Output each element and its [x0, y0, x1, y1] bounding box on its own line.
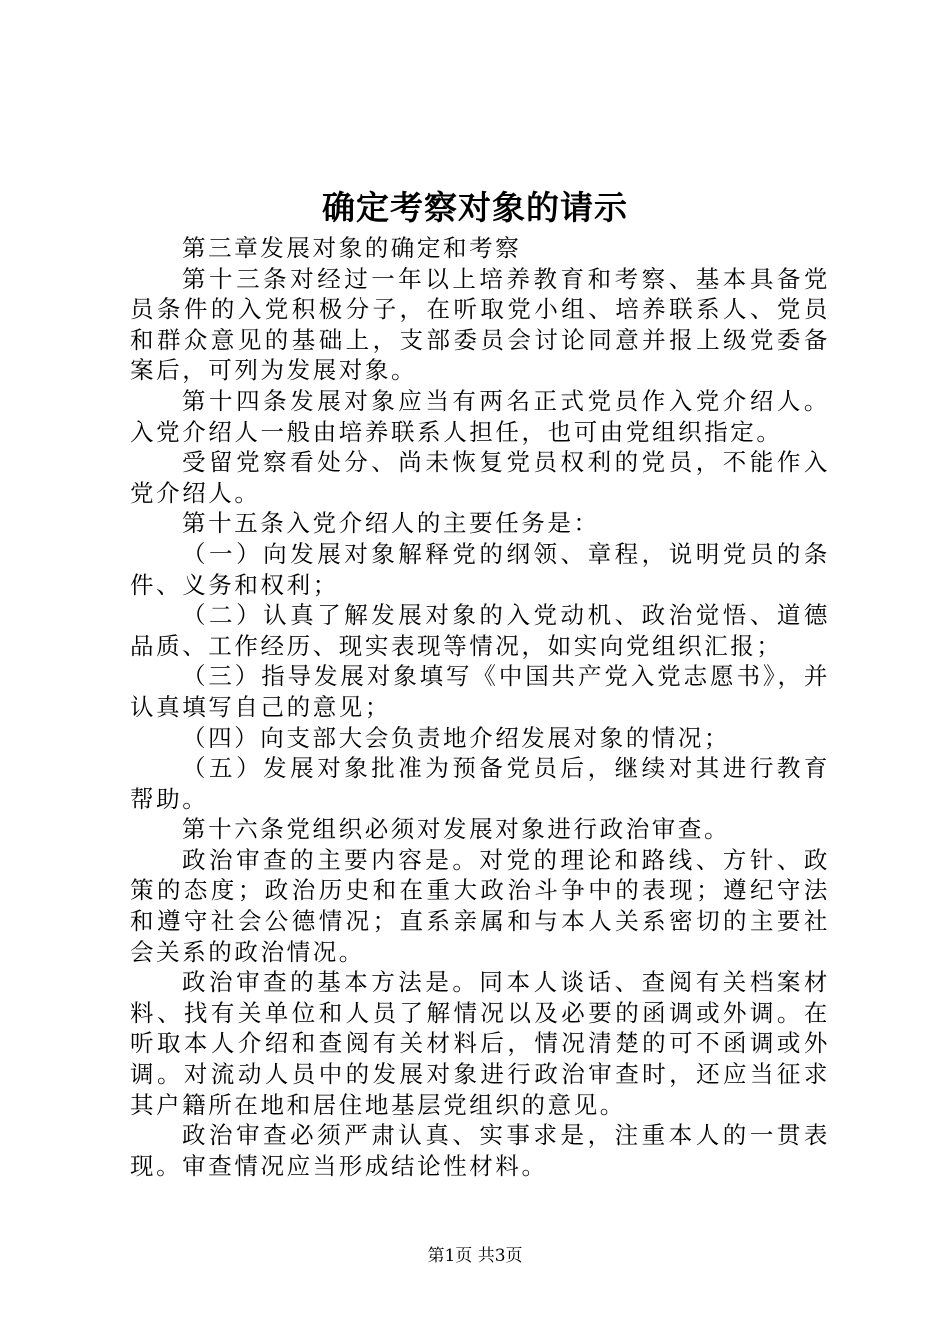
paragraph-chapter-heading: 第三章发展对象的确定和考察 [182, 234, 522, 262]
paragraph-task-3: （三）指导发展对象填写《中国共产党入党志愿书》，并认真填写自己的意见； [130, 662, 830, 721]
paragraph-review-requirement: 政治审查必须严肃认真、实事求是，注重本人的一贯表现。审查情况应当形成结论性材料。 [130, 1121, 830, 1180]
paragraph-task-5: （五）发展对象批准为预备党员后，继续对其进行教育帮助。 [130, 754, 830, 813]
document-title: 确定考察对象的请示 [322, 188, 628, 227]
paragraph-article-14: 第十四条发展对象应当有两名正式党员作入党介绍人。入党介绍人一般由培养联系人担任，也可由党组织指定。 [130, 386, 830, 446]
document-body [130, 233, 830, 1181]
paragraph-task-1: （一）向发展对象解释党的纲领、章程，说明党员的条件、义务和权利； [130, 539, 830, 599]
page-footer: 第1页 共3页 [427, 1246, 523, 1266]
paragraph-article-15: 第十五条入党介绍人的主要任务是： [182, 509, 600, 538]
paragraph-task-4: （四）向支部大会负责地介绍发展对象的情况； [182, 723, 731, 752]
paragraph-task-2: （二）认真了解发展对象的入党动机、政治觉悟、道德品质、工作经历、现实表现等情况，如实向党组织汇报； [130, 601, 830, 660]
paragraph-article-13: 第十三条对经过一年以上培养教育和考察、基本具备党员条件的入党积极分子，在听取党小组、培养联系人、党员和群众意见的基础上，支部委员会讨论同意并报上级党委备案后，可列为发展对象。 [130, 264, 830, 385]
paragraph-article-14-restriction: 受留党察看处分、尚未恢复党员权利的党员，不能作入党介绍人。 [130, 448, 830, 507]
paragraph-article-16: 第十六条党组织必须对发展对象进行政治审查。 [182, 815, 731, 844]
paragraph-review-method: 政治审查的基本方法是。同本人谈话、查阅有关档案材料、找有关单位和人员了解情况以及必要的函调或外调。在听取本人介绍和查阅有关材料后，情况清楚的可不函调或外调。对流动人员中的发展对象进行政治审查时，还应当征求其户籍所在地和居住地基层党组织的意见。 [130, 968, 830, 1119]
paragraph-review-content: 政治审查的主要内容是。对党的理论和路线、方针、政策的态度；政治历史和在重大政治斗争中的表现；遵纪守法和遵守社会公德情况；直系亲属和与本人关系密切的主要社会关系的政治情况。 [130, 845, 830, 966]
